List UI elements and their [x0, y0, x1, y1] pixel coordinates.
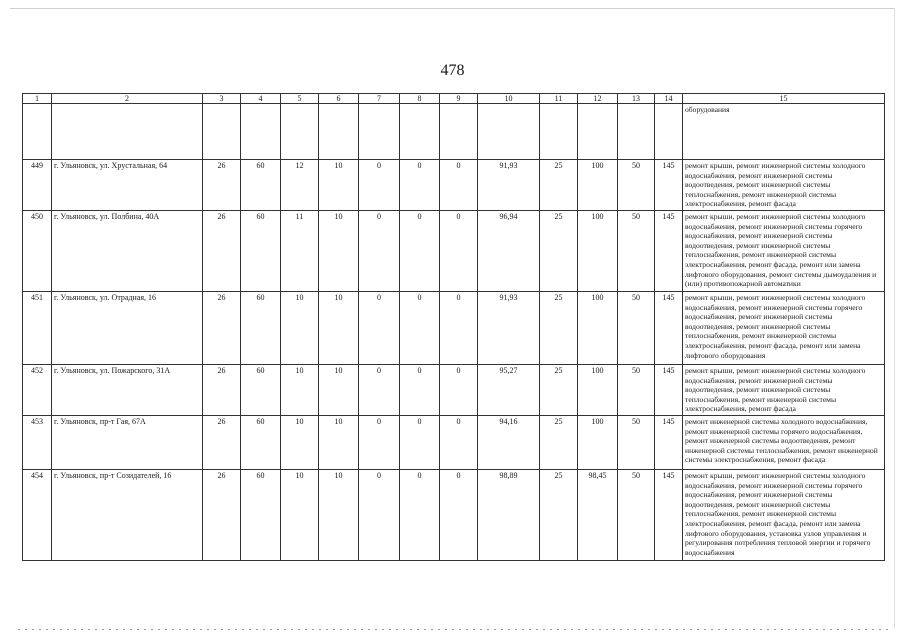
- value-cell-col-12: 100: [578, 415, 618, 469]
- works-list-cell: ремонт крыши, ремонт инженерной системы холодного водоснабжения, ремонт инженерной системы водоотведения, ремонт инженерной системы теплоснабжения, ремонт инженерной системы электроснабжения, ремонт фасада: [683, 364, 885, 415]
- value-cell-col-13: 50: [618, 364, 655, 415]
- works-list-cell: ремонт крыши, ремонт инженерной системы холодного водоснабжения, ремонт инженерной системы горячего водоснабжения, ремонт инженерной системы водоотведения, ремонт инженерной системы теплоснабжения, ремонт инженерной системы электроснабжения, ремонт фасада, ремонт или замена лифтового оборудования: [683, 291, 885, 364]
- value-cell-col-5: 12: [281, 160, 319, 211]
- row-number-cell: 452: [23, 364, 52, 415]
- value-cell-col-12: 100: [578, 364, 618, 415]
- table-row: [23, 469, 885, 560]
- row-number-cell: 451: [23, 291, 52, 364]
- value-cell-col-8: 0: [400, 364, 440, 415]
- works-list-cell: ремонт крыши, ремонт инженерной системы холодного водоснабжения, ремонт инженерной системы водоотведения, ремонт инженерной системы теплоснабжения, ремонт инженерной системы электроснабжения, ремонт фасада: [683, 160, 885, 211]
- value-cell-col-7: 0: [359, 469, 400, 560]
- value-cell-col-3: 26: [203, 469, 241, 560]
- address-cell: г. Ульяновск, ул. Пожарского, 31А: [52, 364, 203, 415]
- address-cell: г. Ульяновск, пр-т Созидателей, 16: [52, 469, 203, 560]
- value-cell-col-14: 145: [655, 291, 683, 364]
- value-cell-col-6: 10: [319, 160, 359, 211]
- value-cell-col-10: 91,93: [478, 160, 540, 211]
- address-cell: [52, 104, 203, 160]
- value-cell-col-13: 50: [618, 160, 655, 211]
- address-cell: г. Ульяновск, ул. Отрадная, 16: [52, 291, 203, 364]
- value-cell-col-12: 98,45: [578, 469, 618, 560]
- value-cell-col-7: [359, 104, 400, 160]
- works-list-cell: ремонт инженерной системы холодного водоснабжения, ремонт инженерной системы горячего водоснабжения, ремонт инженерной системы водоотведения, ремонт инженерной системы теплоснабжения, ремонт инженерной системы электроснабжения, ремонт фасада: [683, 415, 885, 469]
- value-cell-col-14: 145: [655, 160, 683, 211]
- value-cell-col-13: 50: [618, 415, 655, 469]
- value-cell-col-10: 96,94: [478, 210, 540, 291]
- value-cell-col-4: 60: [241, 160, 281, 211]
- value-cell-col-5: 10: [281, 469, 319, 560]
- works-list-cell: оборудования: [683, 104, 885, 160]
- column-number-5: 5: [281, 94, 319, 104]
- value-cell-col-9: 0: [440, 415, 478, 469]
- value-cell-col-4: 60: [241, 364, 281, 415]
- value-cell-col-6: [319, 104, 359, 160]
- works-list-cell: ремонт крыши, ремонт инженерной системы холодного водоснабжения, ремонт инженерной системы горячего водоснабжения, ремонт инженерной системы водоотведения, ремонт инженерной системы теплоснабжения, ремонт инженерной системы электроснабжения, ремонт фасада, ремонт или замена лифтового оборудования, ремонт системы дымоудаления и (или) противопожарной автоматики: [683, 210, 885, 291]
- value-cell-col-7: 0: [359, 160, 400, 211]
- column-number-7: 7: [359, 94, 400, 104]
- value-cell-col-6: 10: [319, 415, 359, 469]
- value-cell-col-9: [440, 104, 478, 160]
- scan-noise-line: [18, 629, 888, 630]
- table-row: [23, 104, 885, 160]
- value-cell-col-11: 25: [540, 291, 578, 364]
- value-cell-col-11: 25: [540, 364, 578, 415]
- value-cell-col-14: 145: [655, 364, 683, 415]
- address-cell: г. Ульяновск, пр-т Гая, 67А: [52, 415, 203, 469]
- column-number-8: 8: [400, 94, 440, 104]
- column-number-12: 12: [578, 94, 618, 104]
- table-body: [23, 104, 885, 561]
- value-cell-col-3: 26: [203, 291, 241, 364]
- value-cell-col-14: 145: [655, 210, 683, 291]
- value-cell-col-13: [618, 104, 655, 160]
- value-cell-col-8: 0: [400, 469, 440, 560]
- value-cell-col-7: 0: [359, 364, 400, 415]
- value-cell-col-12: [578, 104, 618, 160]
- scan-edge-right: [894, 8, 895, 628]
- column-number-11: 11: [540, 94, 578, 104]
- value-cell-col-11: [540, 104, 578, 160]
- value-cell-col-9: 0: [440, 469, 478, 560]
- column-number-1: 1: [23, 94, 52, 104]
- value-cell-col-5: 11: [281, 210, 319, 291]
- value-cell-col-6: 10: [319, 210, 359, 291]
- value-cell-col-12: 100: [578, 210, 618, 291]
- column-number-9: 9: [440, 94, 478, 104]
- table-row: [23, 160, 885, 211]
- value-cell-col-10: 94,16: [478, 415, 540, 469]
- column-number-4: 4: [241, 94, 281, 104]
- value-cell-col-8: 0: [400, 210, 440, 291]
- value-cell-col-7: 0: [359, 415, 400, 469]
- address-cell: г. Ульяновск, ул. Хрустальная, 64: [52, 160, 203, 211]
- page-number: 478: [440, 62, 465, 79]
- row-number-cell: [23, 104, 52, 160]
- value-cell-col-4: 60: [241, 415, 281, 469]
- value-cell-col-12: 100: [578, 291, 618, 364]
- value-cell-col-12: 100: [578, 160, 618, 211]
- value-cell-col-3: 26: [203, 415, 241, 469]
- repair-program-table: [22, 93, 885, 561]
- value-cell-col-4: 60: [241, 469, 281, 560]
- value-cell-col-6: 10: [319, 291, 359, 364]
- value-cell-col-8: [400, 104, 440, 160]
- value-cell-col-11: 25: [540, 160, 578, 211]
- value-cell-col-9: 0: [440, 364, 478, 415]
- row-number-cell: 453: [23, 415, 52, 469]
- column-number-2: 2: [52, 94, 203, 104]
- value-cell-col-5: [281, 104, 319, 160]
- value-cell-col-7: 0: [359, 210, 400, 291]
- value-cell-col-9: 0: [440, 210, 478, 291]
- value-cell-col-3: 26: [203, 364, 241, 415]
- value-cell-col-4: [241, 104, 281, 160]
- value-cell-col-10: 98,89: [478, 469, 540, 560]
- column-number-13: 13: [618, 94, 655, 104]
- value-cell-col-8: 0: [400, 415, 440, 469]
- value-cell-col-4: 60: [241, 291, 281, 364]
- value-cell-col-5: 10: [281, 415, 319, 469]
- column-number-10: 10: [478, 94, 540, 104]
- value-cell-col-10: 91,93: [478, 291, 540, 364]
- value-cell-col-4: 60: [241, 210, 281, 291]
- row-number-cell: 449: [23, 160, 52, 211]
- column-number-row: [23, 94, 885, 104]
- row-number-cell: 454: [23, 469, 52, 560]
- value-cell-col-10: [478, 104, 540, 160]
- address-cell: г. Ульяновск, ул. Полбина, 40А: [52, 210, 203, 291]
- column-number-15: 15: [683, 94, 885, 104]
- value-cell-col-9: 0: [440, 160, 478, 211]
- column-number-14: 14: [655, 94, 683, 104]
- works-list-cell: ремонт крыши, ремонт инженерной системы холодного водоснабжения, ремонт инженерной системы горячего водоснабжения, ремонт инженерной системы водоотведения, ремонт инженерной системы теплоснабжения, ремонт инженерной системы электроснабжения, ремонт фасада, ремонт или замена лифтового оборудования, установка узлов управления и регулирования потребления тепловой энергии и горячего водоснабжения: [683, 469, 885, 560]
- table-row: [23, 364, 885, 415]
- value-cell-col-13: 50: [618, 210, 655, 291]
- value-cell-col-7: 0: [359, 291, 400, 364]
- value-cell-col-5: 10: [281, 364, 319, 415]
- value-cell-col-10: 95,27: [478, 364, 540, 415]
- scan-edge-top: [10, 8, 894, 9]
- value-cell-col-8: 0: [400, 160, 440, 211]
- value-cell-col-13: 50: [618, 469, 655, 560]
- value-cell-col-6: 10: [319, 364, 359, 415]
- value-cell-col-3: 26: [203, 210, 241, 291]
- column-number-3: 3: [203, 94, 241, 104]
- value-cell-col-11: 25: [540, 210, 578, 291]
- value-cell-col-3: 26: [203, 160, 241, 211]
- value-cell-col-14: [655, 104, 683, 160]
- value-cell-col-11: 25: [540, 415, 578, 469]
- value-cell-col-3: [203, 104, 241, 160]
- table-row: [23, 415, 885, 469]
- value-cell-col-11: 25: [540, 469, 578, 560]
- value-cell-col-13: 50: [618, 291, 655, 364]
- column-number-6: 6: [319, 94, 359, 104]
- row-number-cell: 450: [23, 210, 52, 291]
- table-row: [23, 210, 885, 291]
- value-cell-col-8: 0: [400, 291, 440, 364]
- table-row: [23, 291, 885, 364]
- value-cell-col-14: 145: [655, 469, 683, 560]
- value-cell-col-14: 145: [655, 415, 683, 469]
- value-cell-col-9: 0: [440, 291, 478, 364]
- value-cell-col-5: 10: [281, 291, 319, 364]
- value-cell-col-6: 10: [319, 469, 359, 560]
